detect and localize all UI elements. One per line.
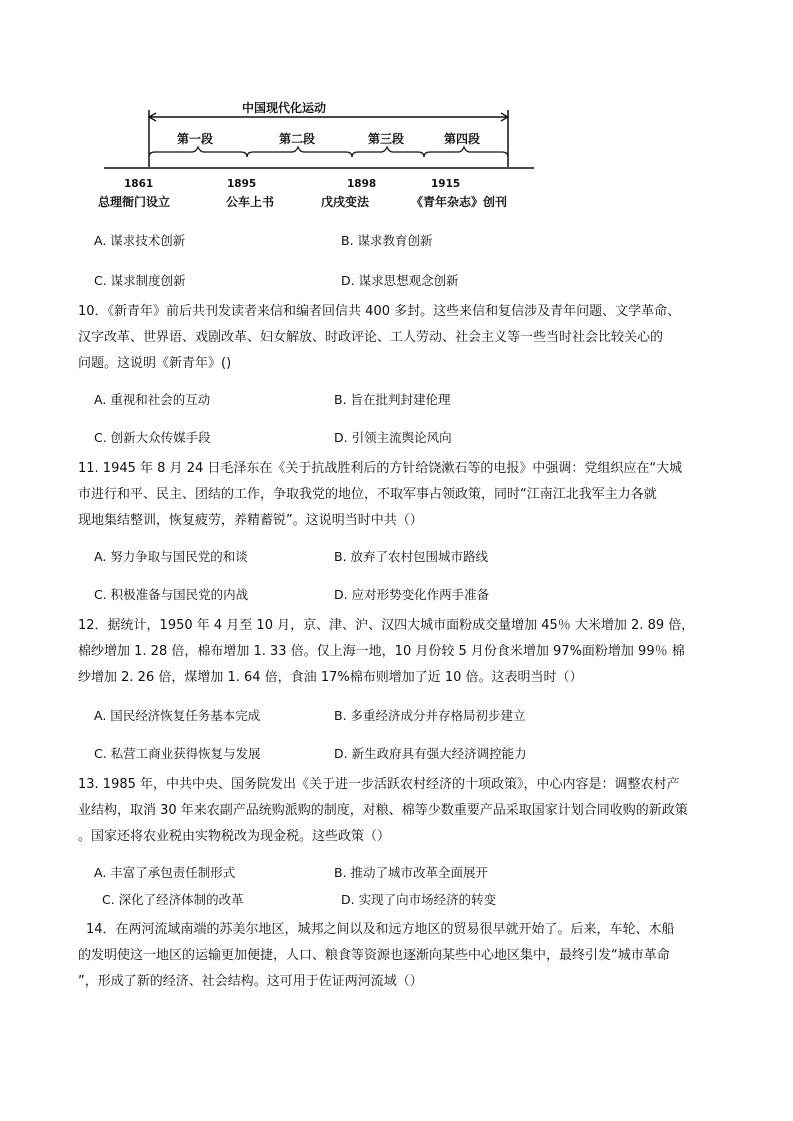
q11-option-a[interactable]: A. 努力争取与国民党的和谈 — [94, 549, 248, 564]
q13-text-line-2: 业结构，取消 30 年来农副产品统购派购的制度，对粮、棉等少数重要产品采取国家计划合同收购的新政策 — [78, 803, 688, 818]
q10-option-c[interactable]: C. 创新大众传媒手段 — [94, 430, 211, 445]
q10-option-b[interactable]: B. 旨在批判封建伦理 — [334, 392, 451, 407]
timeline-stage-1: 第一段 — [177, 132, 214, 146]
timeline-year-1895: 1895 — [227, 178, 257, 190]
timeline-event-3: 戊戌变法 — [321, 195, 370, 209]
q12-text-line-1: 12．据统计，1950 年 4 月至 10 月，京、津、沪、汉四大城市面粉成交量增加 45％ 大米增加 2. 89 倍， — [78, 618, 695, 633]
q13-option-d[interactable]: D. 实现了向市场经济的转变 — [341, 892, 497, 907]
q11-option-d[interactable]: D. 应对形势变化作两手准备 — [334, 587, 490, 602]
q12-option-c[interactable]: C. 私营工商业获得恢复与发展 — [94, 746, 261, 761]
q13-option-b[interactable]: B. 推动了城市改革全面展开 — [334, 865, 489, 880]
q13-text-line-1: 13. 1985 年，中共中央、国务院发出《关于进一步活跃农村经济的十项政策》，中心内容是：调整农村产 — [78, 777, 680, 792]
timeline-year-1898: 1898 — [347, 178, 377, 190]
q12-option-b[interactable]: B. 多重经济成分并存格局初步建立 — [334, 708, 526, 723]
timeline-stage-2: 第二段 — [279, 132, 316, 146]
q14-text-line-2: 的发明使这一地区的运输更加便捷，人口、粮食等资源也逐渐向某些中心地区集中，最终引发“城市革命 — [78, 948, 670, 963]
q11-option-c[interactable]: C. 积极准备与国民党的内战 — [94, 587, 249, 602]
timeline-year-1915: 1915 — [431, 178, 461, 190]
q13-text-line-3: 。国家还将农业税由实物税改为现金税。这些政策（） — [78, 829, 391, 844]
q12-text-line-2: 棉纱增加 1. 28 倍，棉布增加 1. 33 倍。仅上海一地，10 月份较 5 月份食米增加 97%面粉增加 99％ 棉 — [78, 644, 685, 659]
q14-text-line-3: ”，形成了新的经济、社会结构。这可用于佐证两河流域（） — [78, 974, 423, 989]
q9-option-b[interactable]: B. 谋求教育创新 — [341, 233, 433, 248]
q12-text-line-3: 纱增加 2. 26 倍，煤增加 1. 64 倍，食油 17%棉布则增加了近 10 倍。这表明当时（） — [78, 670, 583, 685]
timeline-title: 中国现代化运动 — [242, 101, 327, 115]
timeline-year-1861: 1861 — [124, 178, 154, 190]
q10-text-line-2: 汉字改革、世界语、戏剧改革、妇女解放、时政评论、工人劳动、社会主义等一些当时社会比较关心的 — [78, 330, 664, 345]
q10-option-a[interactable]: A. 重视和社会的互动 — [94, 392, 211, 407]
q10-option-d[interactable]: D. 引领主流舆论风向 — [334, 430, 452, 445]
timeline-stage-3: 第三段 — [368, 132, 405, 146]
timeline-event-1: 总理衙门设立 — [98, 195, 171, 209]
q10-text-line-3: 问题。这说明《新青年》() — [78, 356, 232, 371]
q13-option-c[interactable]: C. 深化了经济体制的改革 — [102, 892, 244, 907]
q9-option-d[interactable]: D. 谋求思想观念创新 — [341, 273, 459, 288]
q12-option-d[interactable]: D. 新生政府具有强大经济调控能力 — [334, 746, 527, 761]
q11-text-line-3: 现地集结整训，恢复疲劳，养精蓄锐”。这说明当时中共（） — [78, 513, 423, 528]
q12-option-a[interactable]: A. 国民经济恢复任务基本完成 — [94, 708, 261, 723]
q11-text-line-2: 市进行和平、民主、团结的工作，争取我党的地位，不取军事占领政策，同时“江南江北我军主力各就 — [78, 487, 657, 502]
timeline-event-4: 《青年杂志》创刊 — [411, 195, 508, 209]
timeline-stage-4: 第四段 — [444, 132, 481, 146]
q11-text-line-1: 11. 1945 年 8 月 24 日毛泽东在《关于抗战胜利后的方针给饶漱石等的电报》中强调：党组织应在“大城 — [78, 461, 683, 476]
q9-option-a[interactable]: A. 谋求技术创新 — [94, 233, 186, 248]
q10-text-line-1: 10．《新青年》前后共刊发读者来信和编者回信共 400 多封。这些来信和复信涉及青年问题、文学革命、 — [78, 304, 681, 319]
q9-option-c[interactable]: C. 谋求制度创新 — [94, 273, 186, 288]
timeline-event-2: 公车上书 — [226, 195, 275, 209]
q14-text-line-1: 14．在两河流域南端的苏美尔地区，城邦之间以及和远方地区的贸易很早就开始了。后来，车轮、木船 — [86, 922, 675, 937]
q13-option-a[interactable]: A. 丰富了承包责任制形式 — [94, 865, 236, 880]
q11-option-b[interactable]: B. 放弃了农村包围城市路线 — [334, 549, 489, 564]
